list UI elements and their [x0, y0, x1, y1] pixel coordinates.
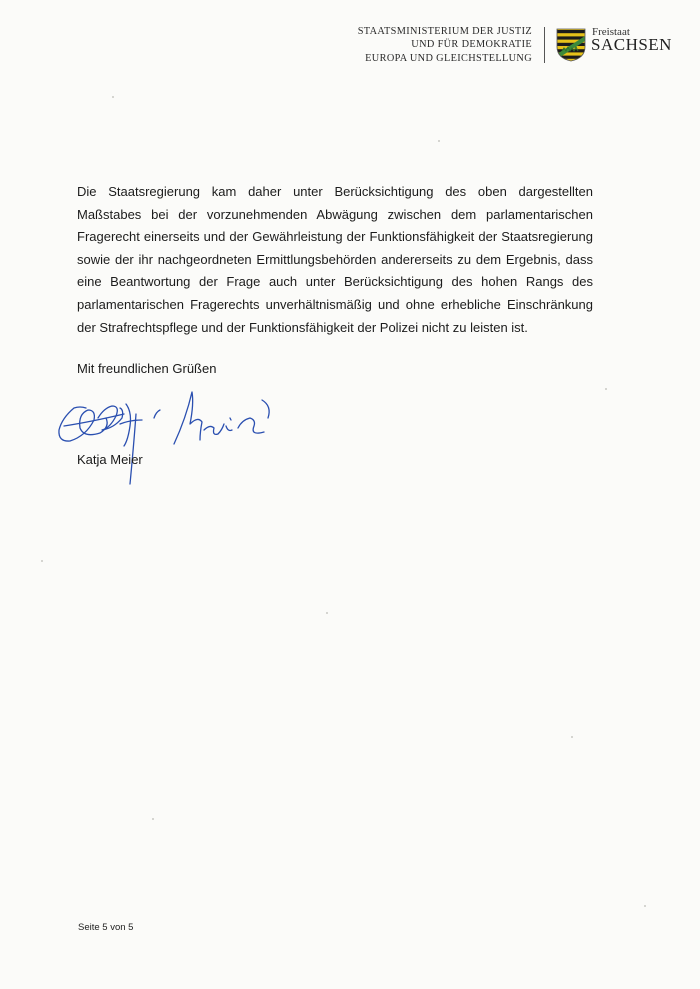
paper-speckle — [112, 96, 114, 98]
body-paragraph: Die Staatsregierung kam daher unter Berücksichtigung des oben dargestellten Maßstabes bei der vorzunehmenden Abwägung zwischen dem parlamentarischen Fragerecht einerseits und der Gewährleistung der Funktionsfähigkeit der Staatsregierung sowie der ihr nachgeordneten Ermittlungsbehörden andererseits zu dem Ergebnis, dass eine Beantwortung der Frage auch unter Berücksichtigung des hohen Rangs des parlamentarischen Fragerechts unverhältnismäßig und ohne erhebliche Einschränkung der Strafrechtspflege und der Funktionsfähigkeit der Polizei nicht zu leisten ist. — [77, 184, 593, 335]
header-divider — [544, 27, 545, 63]
ministry-line: EUROPA UND GLEICHSTELLUNG — [365, 52, 532, 64]
saxony-crest-icon — [556, 28, 586, 62]
paper-speckle — [326, 612, 328, 614]
closing-salutation: Mit freundlichen Grüßen — [77, 361, 217, 376]
handwritten-signature — [50, 384, 290, 488]
paper-speckle — [41, 560, 43, 562]
ministry-line: STAATSMINISTERIUM DER JUSTIZ — [357, 26, 532, 37]
paper-speckle — [571, 736, 573, 738]
ministry-name — [358, 25, 532, 65]
paper-speckle — [605, 388, 607, 390]
paper-speckle — [152, 818, 154, 820]
signer-name: Katja Meier — [77, 452, 143, 467]
ministry-line: UND FÜR DEMOKRATIE — [411, 39, 532, 51]
paper-speckle — [438, 140, 440, 142]
paper-speckle — [644, 905, 646, 907]
state-prefix: Freistaat — [592, 26, 630, 38]
page-number: Seite 5 von 5 — [78, 922, 134, 933]
state-name: SACHSEN — [591, 35, 672, 54]
